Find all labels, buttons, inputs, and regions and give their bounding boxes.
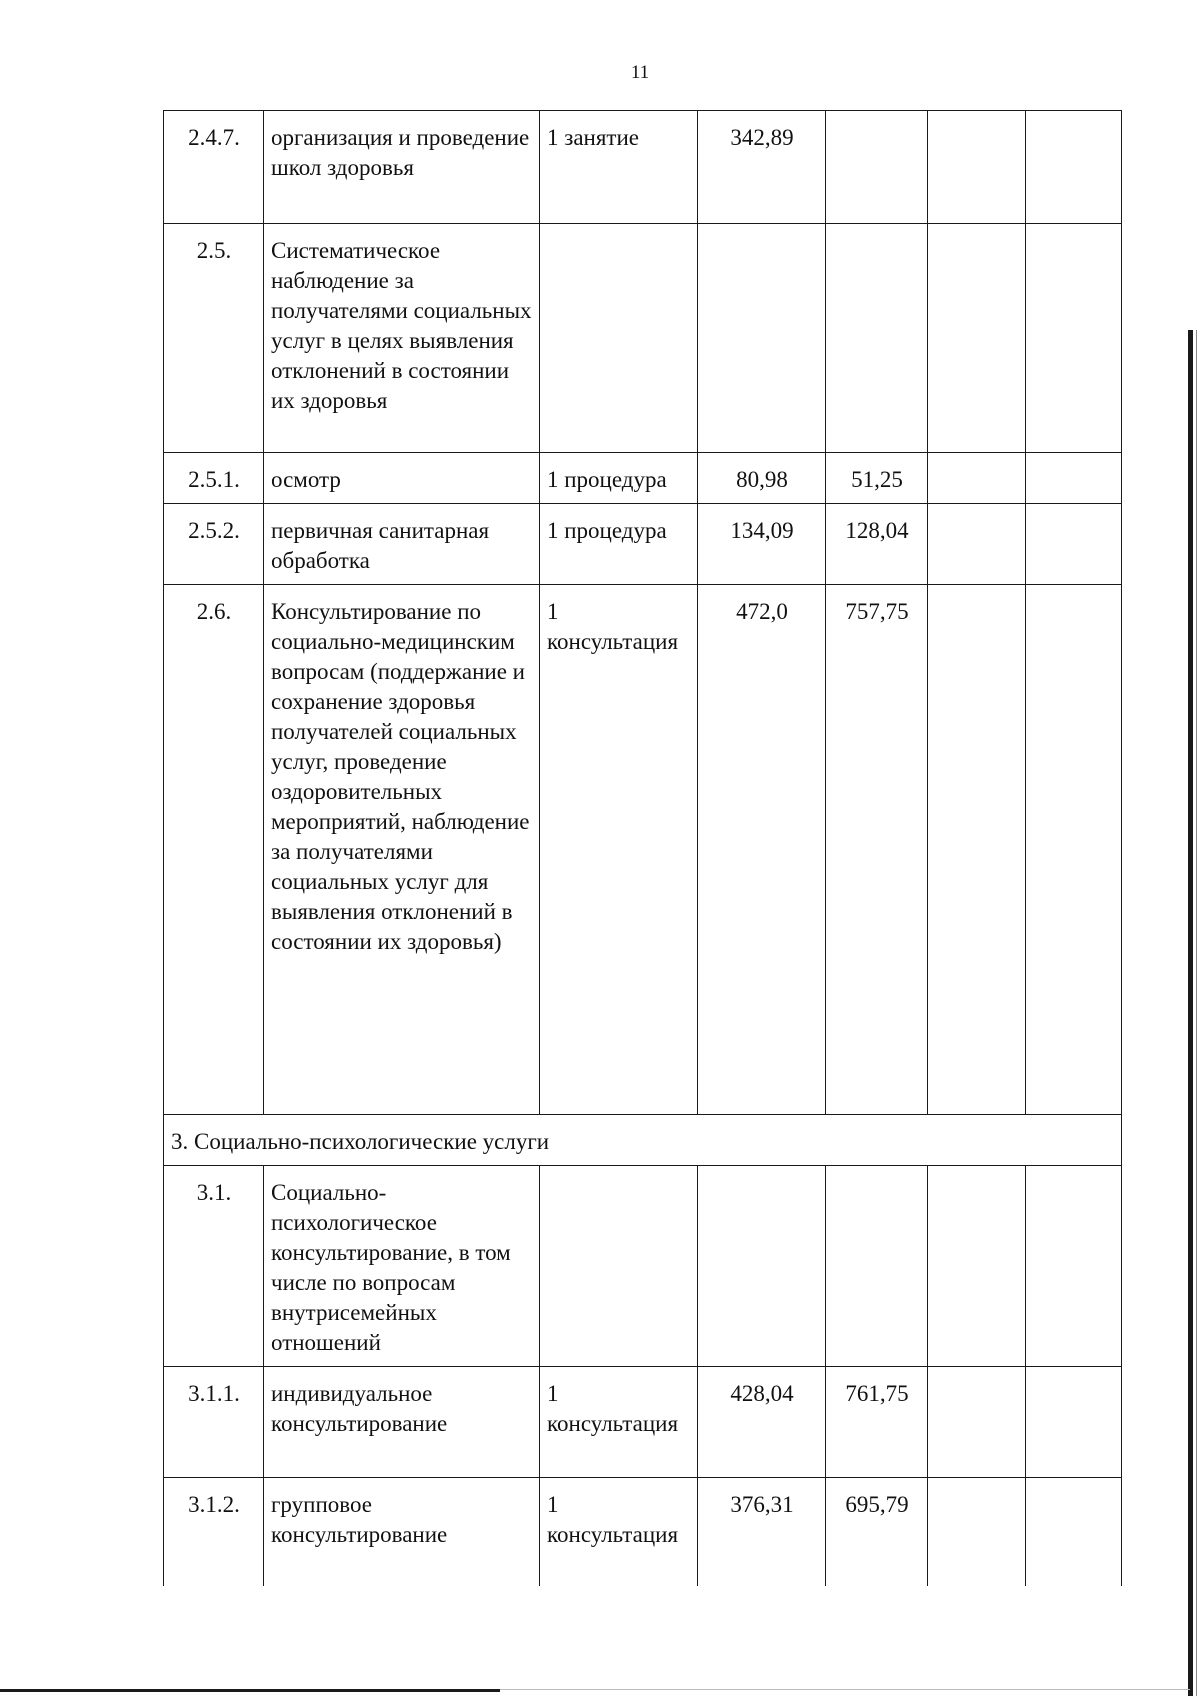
value-cell: 128,04 bbox=[826, 504, 928, 585]
value-cell: 80,98 bbox=[698, 453, 826, 504]
value-cell bbox=[928, 1166, 1026, 1367]
value-cell bbox=[1026, 111, 1122, 224]
tariff-table bbox=[163, 110, 1122, 1586]
row-number: 2.5.1. bbox=[164, 453, 264, 504]
scan-edge-right-thin bbox=[1196, 330, 1197, 1696]
table-row bbox=[164, 224, 1122, 453]
table-row bbox=[164, 111, 1122, 224]
scan-edge-bottom bbox=[0, 1689, 500, 1692]
service-unit: 1 консультация bbox=[540, 1367, 698, 1478]
row-number: 3.1.1. bbox=[164, 1367, 264, 1478]
value-cell bbox=[826, 111, 928, 224]
value-cell: 757,75 bbox=[826, 585, 928, 1115]
value-cell bbox=[1026, 585, 1122, 1115]
service-name: групповое консультирование bbox=[264, 1478, 540, 1586]
service-name: Консультирование по социально-медицинским вопросам (поддержание и сохранение здоровья получателей социальных услуг, проведение оздоровительных мероприятий, наблюдение за получателями социальных услуг для выявления отклонений в состоянии их здоровья) bbox=[264, 585, 540, 1115]
service-unit: 1 процедура bbox=[540, 504, 698, 585]
value-cell bbox=[1026, 504, 1122, 585]
value-cell bbox=[1026, 1166, 1122, 1367]
row-number: 3.1.2. bbox=[164, 1478, 264, 1586]
service-unit: 1 консультация bbox=[540, 585, 698, 1115]
service-name: организация и проведение школ здоровья bbox=[264, 111, 540, 224]
value-cell bbox=[928, 1367, 1026, 1478]
value-cell bbox=[698, 224, 826, 453]
value-cell: 695,79 bbox=[826, 1478, 928, 1586]
value-cell: 342,89 bbox=[698, 111, 826, 224]
value-cell bbox=[928, 453, 1026, 504]
value-cell bbox=[928, 504, 1026, 585]
service-unit bbox=[540, 224, 698, 453]
value-cell: 51,25 bbox=[826, 453, 928, 504]
row-number: 2.4.7. bbox=[164, 111, 264, 224]
value-cell bbox=[826, 1166, 928, 1367]
scan-edge-right bbox=[1188, 330, 1193, 1696]
service-name: осмотр bbox=[264, 453, 540, 504]
value-cell: 428,04 bbox=[698, 1367, 826, 1478]
value-cell bbox=[1026, 224, 1122, 453]
table-row bbox=[164, 1478, 1122, 1586]
service-name: Социально-психологическое консультирование, в том числе по вопросам внутрисемейных отношений bbox=[264, 1166, 540, 1367]
value-cell: 472,0 bbox=[698, 585, 826, 1115]
service-name: первичная санитарная обработка bbox=[264, 504, 540, 585]
row-number: 3.1. bbox=[164, 1166, 264, 1367]
value-cell bbox=[928, 1478, 1026, 1586]
row-number: 2.5. bbox=[164, 224, 264, 453]
value-cell bbox=[1026, 453, 1122, 504]
service-name: Систематическое наблюдение за получателями социальных услуг в целях выявления отклонений в состоянии их здоровья bbox=[264, 224, 540, 453]
service-unit: 1 консультация bbox=[540, 1478, 698, 1586]
page-number: 11 bbox=[630, 62, 650, 83]
value-cell bbox=[698, 1166, 826, 1367]
value-cell bbox=[826, 224, 928, 453]
row-number: 2.5.2. bbox=[164, 504, 264, 585]
service-unit: 1 занятие bbox=[540, 111, 698, 224]
table-row bbox=[164, 585, 1122, 1115]
section-title: 3. Социально-психологические услуги bbox=[164, 1115, 1122, 1166]
value-cell bbox=[928, 111, 1026, 224]
table-row bbox=[164, 453, 1122, 504]
value-cell bbox=[1026, 1367, 1122, 1478]
service-name: индивидуальное консультирование bbox=[264, 1367, 540, 1478]
scan-edge-bottom-faint bbox=[500, 1689, 1190, 1690]
section-row bbox=[164, 1115, 1122, 1166]
row-number: 2.6. bbox=[164, 585, 264, 1115]
value-cell: 376,31 bbox=[698, 1478, 826, 1586]
value-cell: 761,75 bbox=[826, 1367, 928, 1478]
service-unit: 1 процедура bbox=[540, 453, 698, 504]
value-cell: 134,09 bbox=[698, 504, 826, 585]
table-row bbox=[164, 1166, 1122, 1367]
table-row bbox=[164, 504, 1122, 585]
value-cell bbox=[928, 224, 1026, 453]
value-cell bbox=[928, 585, 1026, 1115]
service-unit bbox=[540, 1166, 698, 1367]
value-cell bbox=[1026, 1478, 1122, 1586]
table-row bbox=[164, 1367, 1122, 1478]
